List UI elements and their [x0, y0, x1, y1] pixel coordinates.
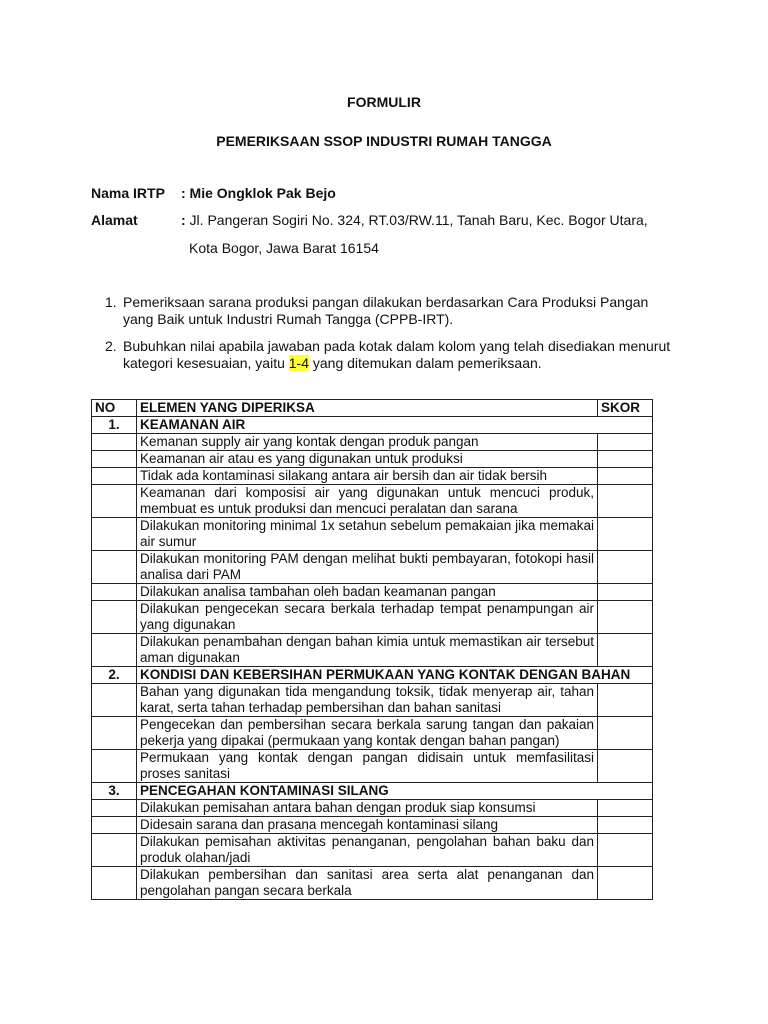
row-number-cell — [92, 434, 137, 451]
score-cell[interactable] — [598, 551, 653, 584]
table-row — [92, 717, 653, 750]
table-row — [92, 485, 653, 518]
element-cell: Dilakukan pengecekan secara berkala terhadap tempat penampungan air yang digunakan — [137, 601, 598, 634]
row-number-cell — [92, 518, 137, 551]
score-cell[interactable] — [598, 518, 653, 551]
score-cell[interactable] — [598, 750, 653, 783]
table-header-row — [92, 400, 653, 417]
score-cell[interactable] — [598, 834, 653, 867]
section-number: 3. — [92, 783, 137, 800]
table-row — [92, 750, 653, 783]
section-row — [92, 783, 653, 800]
section-title: KEAMANAN AIR — [137, 417, 653, 434]
element-cell: Dilakukan monitoring minimal 1x setahun sebelum pemakaian jika memakai air sumur — [137, 518, 598, 551]
ssop-table — [91, 399, 653, 900]
irtp-name-label: Nama IRTP — [91, 185, 165, 201]
element-cell: Didesain sarana dan prasana mencegah kontaminasi silang — [137, 817, 598, 834]
element-cell: Dilakukan pemisahan antara bahan dengan produk siap konsumsi — [137, 800, 598, 817]
instruction-number: 1. — [105, 294, 117, 310]
score-cell[interactable] — [598, 485, 653, 518]
score-cell[interactable] — [598, 434, 653, 451]
element-cell: Dilakukan monitoring PAM dengan melihat bukti pembayaran, fotokopi hasil analisa dari PAM — [137, 551, 598, 584]
row-number-cell — [92, 468, 137, 485]
score-cell[interactable] — [598, 817, 653, 834]
table-row — [92, 518, 653, 551]
table-row — [92, 451, 653, 468]
instruction-text — [123, 338, 675, 372]
score-cell[interactable] — [598, 451, 653, 468]
table-row — [92, 800, 653, 817]
instruction-text-pre: Bubuhkan nilai apabila jawaban pada kotak dalam kolom yang telah disediakan menurut kategori kesesuaian, yaitu — [123, 338, 671, 371]
section-title: PENCEGAHAN KONTAMINASI SILANG — [137, 783, 653, 800]
score-cell[interactable] — [598, 584, 653, 601]
score-cell[interactable] — [598, 800, 653, 817]
element-cell: Bahan yang digunakan tida mengandung toksik, tidak menyerap air, tahan karat, serta tahan terhadap pembersihan dan bahan sanitasi — [137, 684, 598, 717]
header-no: NO — [92, 400, 137, 417]
row-number-cell — [92, 684, 137, 717]
element-cell: Pengecekan dan pembersihan secara berkala sarung tangan dan pakaian pekerja yang dipakai (permukaan yang kontak dengan bahan pangan) — [137, 717, 598, 750]
address-line-1 — [181, 212, 648, 228]
score-cell[interactable] — [598, 684, 653, 717]
element-cell: Keamanan dari komposisi air yang digunakan untuk mencuci produk, membuat es untuk produksi dan mencuci peralatan dan sarana — [137, 485, 598, 518]
row-number-cell — [92, 750, 137, 783]
section-row — [92, 667, 653, 684]
address-label: Alamat — [91, 212, 138, 228]
row-number-cell — [92, 634, 137, 667]
address-line-1-text: Jl. Pangeran Sogiri No. 324, RT.03/RW.11, Tanah Baru, Kec. Bogor Utara, — [185, 212, 648, 228]
section-row — [92, 417, 653, 434]
table-row — [92, 817, 653, 834]
row-number-cell — [92, 485, 137, 518]
irtp-name-value: : Mie Ongklok Pak Bejo — [181, 185, 336, 201]
element-cell: Permukaan yang kontak dengan pangan didisain untuk memfasilitasi proses sanitasi — [137, 750, 598, 783]
header-score: SKOR — [598, 400, 653, 417]
table-row — [92, 468, 653, 485]
row-number-cell — [92, 717, 137, 750]
table-row — [92, 434, 653, 451]
section-title: KONDISI DAN KEBERSIHAN PERMUKAAN YANG KONTAK DENGAN BAHAN — [137, 667, 653, 684]
row-number-cell — [92, 584, 137, 601]
address-colon: : — [181, 212, 186, 228]
element-cell: Tidak ada kontaminasi silakang antara air bersih dan air tidak bersih — [137, 468, 598, 485]
row-number-cell — [92, 601, 137, 634]
section-number: 2. — [92, 667, 137, 684]
instruction-number: 2. — [105, 338, 117, 354]
element-cell: Dilakukan penambahan dengan bahan kimia untuk memastikan air tersebut aman digunakan — [137, 634, 598, 667]
table-row — [92, 634, 653, 667]
element-cell: Dilakukan analisa tambahan oleh badan keamanan pangan — [137, 584, 598, 601]
element-cell: Keamanan air atau es yang digunakan untuk produksi — [137, 451, 598, 468]
element-cell: Dilakukan pembersihan dan sanitasi area serta alat penanganan dan pengolahan pangan secara berkala — [137, 867, 598, 900]
highlighted-range: 1-4 — [288, 355, 309, 371]
header-element: ELEMEN YANG DIPERIKSA — [137, 400, 598, 417]
row-number-cell — [92, 834, 137, 867]
score-cell[interactable] — [598, 468, 653, 485]
row-number-cell — [92, 867, 137, 900]
document-title: FORMULIR — [347, 94, 421, 110]
instruction-text: Pemeriksaan sarana produksi pangan dilakukan berdasarkan Cara Produksi Pangan yang Baik untuk Industri Rumah Tangga (CPPB-IRT). — [123, 294, 649, 327]
address-line-2: Kota Bogor, Jawa Barat 16154 — [189, 240, 379, 256]
table-row — [92, 601, 653, 634]
score-cell[interactable] — [598, 601, 653, 634]
score-cell[interactable] — [598, 717, 653, 750]
row-number-cell — [92, 451, 137, 468]
row-number-cell — [92, 800, 137, 817]
table-row — [92, 584, 653, 601]
element-cell: Kemanan supply air yang kontak dengan produk pangan — [137, 434, 598, 451]
element-cell: Dilakukan pemisahan aktivitas penanganan, pengolahan bahan baku dan produk olahan/jadi — [137, 834, 598, 867]
table-row — [92, 551, 653, 584]
instruction-text-post: yang ditemukan dalam pemeriksaan. — [309, 355, 542, 371]
row-number-cell — [92, 551, 137, 584]
row-number-cell — [92, 817, 137, 834]
score-cell[interactable] — [598, 867, 653, 900]
section-number: 1. — [92, 417, 137, 434]
score-cell[interactable] — [598, 634, 653, 667]
table-row — [92, 834, 653, 867]
document-subtitle: PEMERIKSAAN SSOP INDUSTRI RUMAH TANGGA — [216, 133, 552, 149]
table-row — [92, 867, 653, 900]
table-row — [92, 684, 653, 717]
